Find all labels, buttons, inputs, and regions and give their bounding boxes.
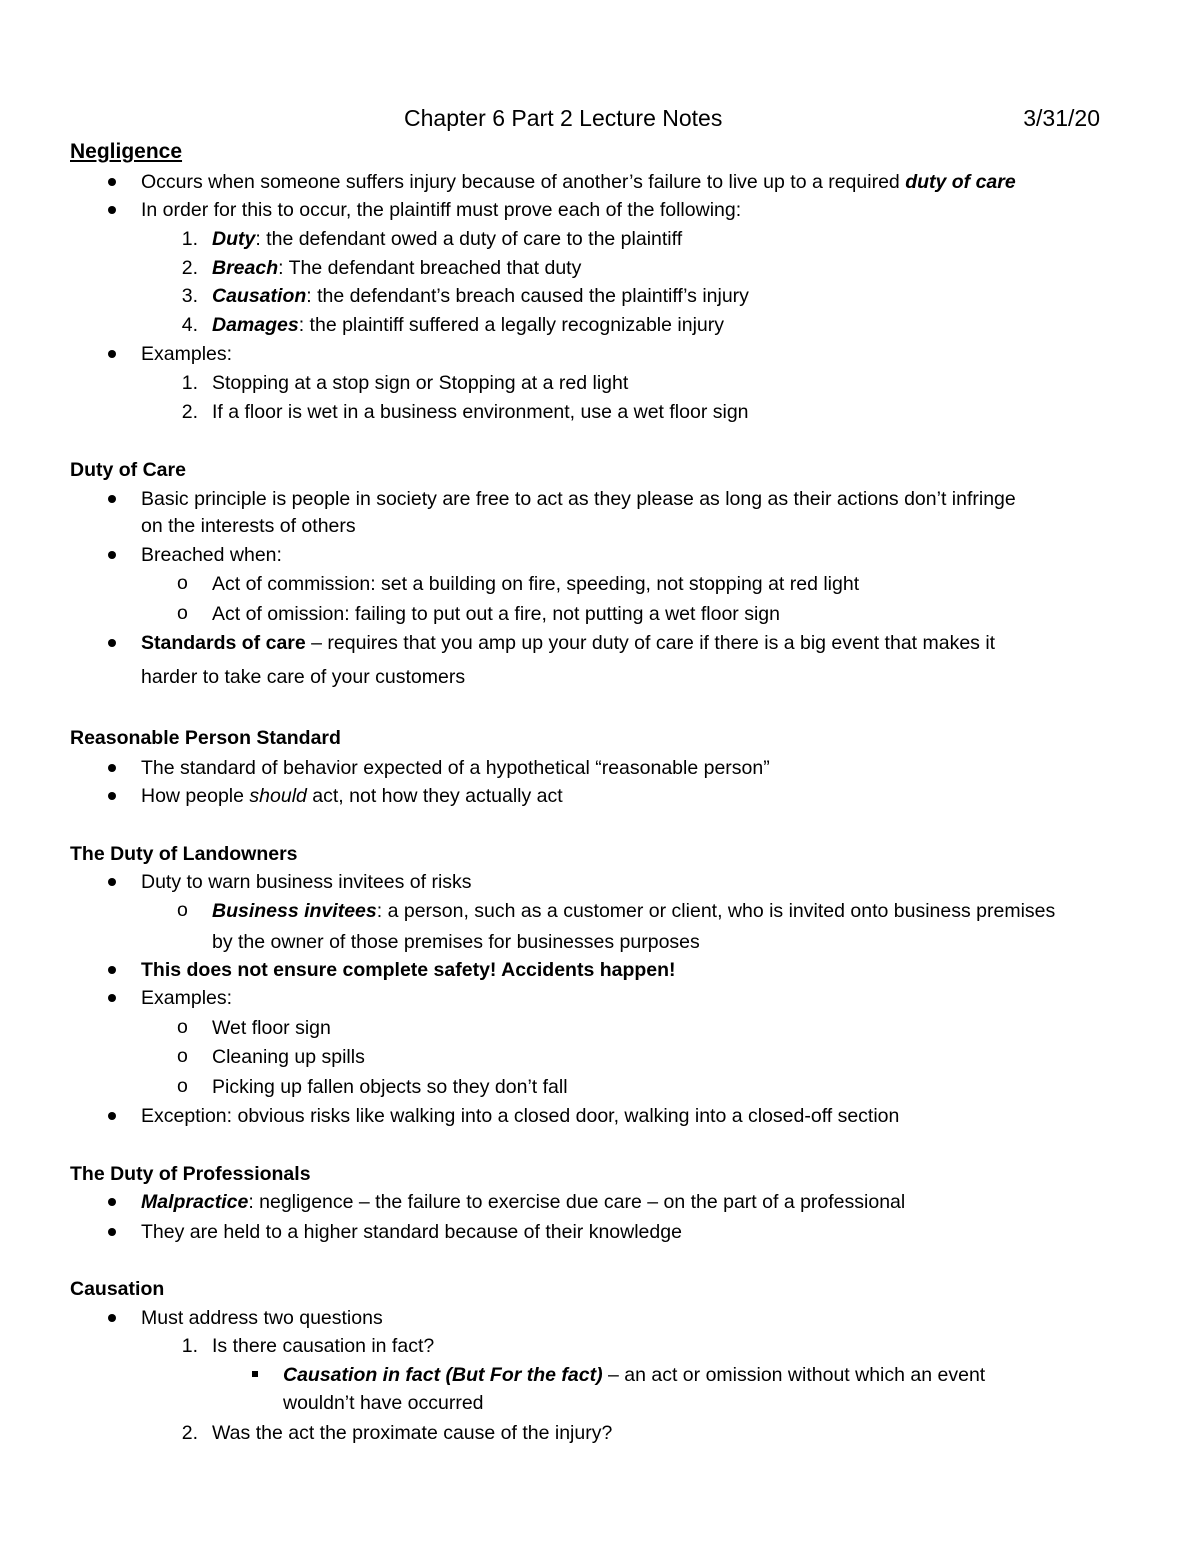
bullet-icon: [108, 350, 116, 358]
square-bullet-icon: [252, 1371, 258, 1377]
list-item: Basic principle is people in society are free to act as they please as long as their actions don’t infringe: [141, 488, 1016, 510]
list-item: Picking up fallen objects so they don’t fall: [212, 1076, 568, 1098]
bullet-icon: [108, 495, 116, 503]
section-heading-landowners: The Duty of Landowners: [70, 843, 298, 865]
list-number: 1.: [181, 228, 198, 250]
list-number: 2.: [181, 401, 198, 423]
document-date: 3/31/20: [1023, 105, 1100, 131]
circle-bullet-icon: o: [177, 572, 188, 594]
bullet-icon: [108, 206, 116, 214]
list-item-continued: on the interests of others: [141, 515, 356, 537]
list-item: If a floor is wet in a business environment, use a wet floor sign: [212, 401, 749, 423]
list-item: Stopping at a stop sign or Stopping at a red light: [212, 372, 629, 394]
list-item: They are held to a higher standard because of their knowledge: [141, 1221, 682, 1243]
list-item: Malpractice: negligence – the failure to exercise due care – on the part of a professional: [141, 1191, 906, 1213]
bullet-icon: [108, 178, 116, 186]
list-number: 3.: [181, 285, 198, 307]
list-item: Act of commission: set a building on fire, speeding, not stopping at red light: [212, 573, 860, 595]
list-item: Wet floor sign: [212, 1017, 331, 1039]
bullet-icon: [108, 878, 116, 886]
document-title: Chapter 6 Part 2 Lecture Notes: [404, 105, 723, 131]
list-item: Causation in fact (But For the fact) – an act or omission without which an event: [283, 1364, 986, 1386]
list-item: Must address two questions: [141, 1307, 383, 1329]
list-number: 1.: [181, 372, 198, 394]
list-item: Was the act the proximate cause of the injury?: [212, 1422, 613, 1444]
circle-bullet-icon: o: [177, 1045, 188, 1067]
section-heading-reasonable-person: Reasonable Person Standard: [70, 727, 341, 749]
list-item: Cleaning up spills: [212, 1046, 365, 1068]
list-item: Is there causation in fact?: [212, 1335, 435, 1357]
bullet-icon: [108, 639, 116, 647]
list-item: Breached when:: [141, 544, 282, 566]
list-item: Business invitees: a person, such as a customer or client, who is invited onto business premises: [212, 900, 1056, 922]
list-item: Examples:: [141, 343, 233, 365]
list-item: Breach: The defendant breached that duty: [212, 257, 582, 279]
list-number: 2.: [181, 257, 198, 279]
list-item: Duty: the defendant owed a duty of care to the plaintiff: [212, 228, 683, 250]
bullet-icon: [108, 994, 116, 1002]
list-number: 1.: [181, 1335, 198, 1357]
circle-bullet-icon: o: [177, 602, 188, 624]
list-item: The standard of behavior expected of a hypothetical “reasonable person”: [141, 757, 770, 779]
list-item: Examples:: [141, 987, 233, 1009]
list-item-continued: harder to take care of your customers: [141, 666, 466, 688]
list-item: Standards of care – requires that you amp up your duty of care if there is a big event that makes it: [141, 632, 996, 654]
circle-bullet-icon: o: [177, 899, 188, 921]
circle-bullet-icon: o: [177, 1016, 188, 1038]
bullet-icon: [108, 764, 116, 772]
section-heading-negligence: Negligence: [70, 140, 183, 163]
section-heading-professionals: The Duty of Professionals: [70, 1163, 311, 1185]
list-number: 2.: [181, 1422, 198, 1444]
list-item: Exception: obvious risks like walking into a closed door, walking into a closed-off section: [141, 1105, 900, 1127]
list-item: This does not ensure complete safety! Accidents happen!: [141, 959, 676, 981]
bullet-icon: [108, 966, 116, 974]
list-item-continued: by the owner of those premises for businesses purposes: [212, 931, 700, 953]
bullet-icon: [108, 792, 116, 800]
section-heading-causation: Causation: [70, 1278, 165, 1300]
section-heading-duty-of-care: Duty of Care: [70, 459, 186, 481]
list-item: Duty to warn business invitees of risks: [141, 871, 472, 893]
bullet-icon: [108, 1112, 116, 1120]
bullet-icon: [108, 551, 116, 559]
list-item: Act of omission: failing to put out a fire, not putting a wet floor sign: [212, 603, 780, 625]
list-item: How people should act, not how they actually act: [141, 785, 563, 807]
list-item: In order for this to occur, the plaintiff must prove each of the following:: [141, 199, 742, 221]
bullet-icon: [108, 1228, 116, 1236]
list-item: Damages: the plaintiff suffered a legally recognizable injury: [212, 314, 725, 336]
list-item-continued: wouldn’t have occurred: [283, 1392, 484, 1414]
bullet-icon: [108, 1314, 116, 1322]
circle-bullet-icon: o: [177, 1075, 188, 1097]
list-item: Causation: the defendant’s breach caused the plaintiff’s injury: [212, 285, 749, 307]
list-number: 4.: [181, 314, 198, 336]
list-item: Occurs when someone suffers injury because of another’s failure to live up to a required duty of care: [141, 171, 1016, 193]
bullet-icon: [108, 1198, 116, 1206]
